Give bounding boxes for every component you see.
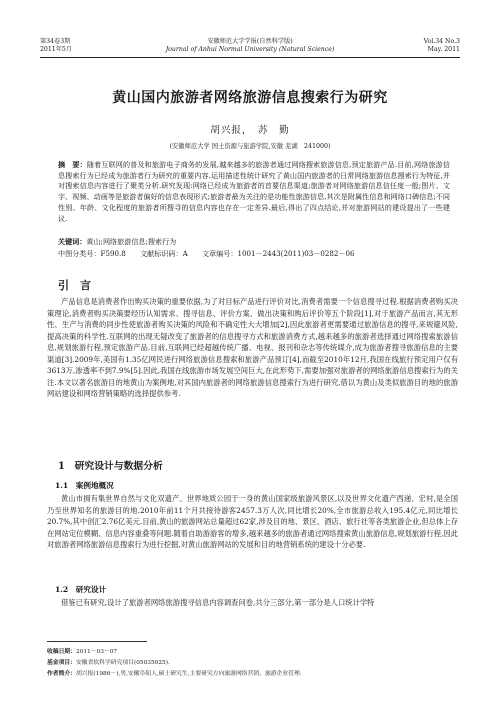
abstract [58, 160, 450, 224]
document-code: 文献标识码：A [140, 249, 188, 258]
author-text: 胡兴报(1986－),男,安徽阜阳人,硕士研究生,主要研究方向旅游网络营销、旅游企业管理. [76, 671, 302, 677]
footnote-author [47, 670, 302, 678]
journal-name-en: Journal of Anhui Normal University (Natural Science) [165, 46, 335, 53]
paper-affiliation: (安徽师范大学 国土资源与旅游学院,安徽 芜湖 241000) [169, 143, 331, 150]
keywords-text: 黄山;网络旅游信息;搜索行为 [86, 237, 177, 246]
header-vol-en: Vol.34 No.3 [423, 38, 460, 45]
header-volume-en [424, 38, 460, 54]
keywords-label: 关键词： [58, 237, 87, 246]
footnote-received [47, 648, 117, 656]
running-header [40, 38, 460, 64]
section-intro-title: 引 言 [58, 279, 91, 292]
subsection-1-2-text: 借鉴已有研究,设计了旅游者网络旅游搜寻信息内容调查问卷,共分三部分,第一部分是人口统计学特 [61, 598, 375, 607]
classification-line [58, 249, 450, 259]
fund-label: 基金项目： [47, 660, 76, 666]
header-journal [40, 38, 460, 54]
section-intro-text: 产品信息是消费者作出购买决策的重要依据,为了对目标产品进行评价对比,消费者需要一个信息搜寻过程.根据消费者购买决策理论,消费者购买决策要经历认知需求、搜寻信息、评价方案、做出决策和购后评价等五个阶段[1],对于旅游产品而言,其无形性、生产与消费的同步性使旅游者购买决策的风险和不确定性大大增加[2],因此旅游者更需要通过旅游信息的搜寻,来规避风险,提高决策的科学性.互联网的出现无疑改变了旅游者的信息搜寻方式和旅游消费方式,越来越多的旅游者选择通过网络搜索旅游信息,规划旅游行程,预定旅游产品.目前,互联网已经超越传统广播、电视、报刊和杂志等传统媒介,成为旅游者搜寻旅游信息的主要渠道[3].2009年,美国有1.35亿网民进行网络旅游信息搜索和旅游产品预订[4],而截至2010年12月,我国在线旅行预定用户仅有3613万,渗透率不到7.9%[5].因此,我国在线旅游市场发展空间巨大,在此形势下,需要加强对旅游者的网络旅游信息搜索行为的关注.本文以著名旅游目的地黄山为案例地,对其国内旅游者的网络旅游信息搜索行为进行研究,借以为黄山及类似旅游目的地的旅游网站建设和网络营销策略的选择提供参考. [47, 297, 458, 398]
section-1-title: 1 研究设计与数据分析 [58, 461, 163, 472]
header-date-cn: 2011年5月 [40, 46, 73, 53]
received-date: 2011－03－07 [76, 649, 118, 655]
paper-authors: 胡兴报， 苏 勤 [210, 125, 290, 136]
keywords [58, 237, 176, 247]
subsection-1-1-title: 1.1 案例地概况 [55, 481, 114, 490]
article-number: 文章编号：1001－2443(2011)03－0282－06 [202, 249, 355, 258]
footnote-rule [47, 641, 147, 642]
header-vol-cn: 第34卷3期 [40, 38, 71, 45]
header-date-en: May. 2011 [427, 46, 460, 53]
subsection-1-2-title: 1.2 研究设计 [55, 585, 107, 594]
abstract-text: 随着互联网的普及和旅游电子商务的发展,越来越多的旅游者通过网络搜索旅游信息,预定旅游产品.目前,网络旅游信息搜索行为已经成为旅游者行为研究的重要内容.运用描述性统计研究了黄山国内旅游者的日常网络旅游信息搜索行为特征,并对搜索信息内容进行了聚类分析.研究发现:网络已经成为旅游者的首要信息渠道;旅游者对网络旅游信息信任度一般;图片、文字、视频、动画等是旅游者偏好的信息表现形式;旅游者最为关注的是功能性旅游信息,其次是附属性信息和网络口碑信息;不同性别、年龄、文化程度的旅游者所搜寻的信息内容也存在一定差异.最后,得出了四点结论,并对旅游网站的建设提出了一些建议. [58, 160, 450, 223]
fund-text: 安徽省软科学研究项目(05035025). [76, 660, 170, 666]
header-rule [40, 57, 460, 58]
abstract-label: 摘 要： [58, 160, 87, 169]
subsection-1-1-text: 黄山市拥有集世界自然与文化双遗产、世界地质公园于一身的黄山国家级旅游风景区,以及世界文化遗产西递、宏村,是全国乃至世界知名的旅游目的地.2010年前11个月共接待游客2457.3万人次,同比增长20%,全市旅游总收入195.4亿元,同比增长20.7%,其中创汇2.76亿美元.目前,黄山的旅游网站总量超过62家,涉及目的地、景区、酒店、旅行社等各类旅游企业,但总体上存在网站定位模糊、信息内容重叠等问题.随着自助游游客的增多,越来越多的旅游者通过网络搜索黄山旅游信息,规划旅游行程,因此对旅游者网络旅游信息搜索行为进行挖掘,对黄山旅游网站的发展和目的地营销系统的建设十分必要. [47, 494, 458, 549]
journal-name-cn: 安徽师范大学学报(自然科学版) [207, 38, 293, 45]
author-label: 作者简介： [47, 671, 76, 677]
clc-number: 中图分类号：F590.8 [58, 249, 126, 258]
paper-title: 黄山国内旅游者网络旅游信息搜索行为研究 [112, 90, 388, 106]
footnote-fund [47, 659, 170, 667]
received-label: 收稿日期： [47, 649, 76, 655]
